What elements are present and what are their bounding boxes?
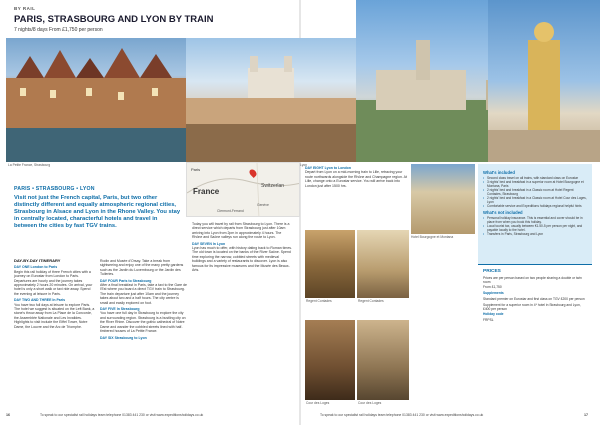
itinerary-text: You have two full days at leisure to explore Paris. The hotel we suggest is situated on the Left Bank, a stone's throw away from La Place de la Concorde, the Assemblée Nationale and Les Invalides. Highlights to visit include the Eiffel Tower, Notre Dame, the Louvre and the Arc de Triomphe.	[14, 302, 95, 329]
itinerary-day: DAY TWO AND THREE In Paris	[14, 298, 66, 303]
photo-petite-france	[6, 38, 186, 162]
caption-cour-1: Cour des Loges	[306, 401, 330, 405]
included-list	[483, 176, 587, 208]
page-number-right: 17	[584, 413, 588, 417]
caption-regent-2: Regent Contades	[358, 299, 384, 303]
not-included-item: • Local tourist tax, usually between €1.50-5 per person per night, and payable locally to the hotel.	[483, 224, 587, 232]
itinerary-text: Depart from Lyon on a mid-morning train to Lille, retracing your route northwards alongside the Rhône and Champagne region. At Lille, change onto a Eurostar service. You will arrive back into London just after 1500 hrs.	[305, 170, 407, 188]
not-included-list	[483, 216, 587, 236]
map-label-geneva: Genève	[257, 203, 269, 207]
map-label-clermont: Clermont-Ferrand	[217, 209, 244, 213]
itinerary-text: Rodin and Musée d'Orsay. Take a break from sightseeing and enjoy one of the many pretty gardens such as the Jardin du Luxembourg or the Jardin des Tuileries.	[100, 259, 184, 277]
footer-right: To speak to our specialist rail holidays team telephone 01383 441 230 or visit www.expeditionsholidays.co.uk	[320, 413, 484, 417]
route-map	[186, 162, 300, 217]
caption-cour-2: Cour des Loges	[358, 401, 382, 405]
prices-from: From £1,750	[483, 285, 502, 290]
included-item: • Comfortable service and Expeditions holidays regional helpful hints	[483, 204, 587, 208]
photo-cour-des-loges-1	[305, 320, 355, 400]
itinerary-day: DAY FOUR Paris to Strasbourg	[100, 278, 152, 283]
caption-lyon: Lyon	[300, 163, 308, 167]
included-item: • 2 nights' bed and breakfast in a Classic room at Hotel Cour des Loges, Lyon	[483, 196, 587, 204]
photo-regent-contades-1	[305, 230, 355, 298]
caption-regent-1: Regent Contades	[306, 299, 332, 303]
holiday-code: FRPSL	[483, 318, 494, 323]
itinerary-heading: DAY-BY-DAY ITINERARY	[14, 258, 61, 263]
page-number-left: 16	[6, 413, 10, 417]
photo-hotel-bourgogne	[411, 164, 475, 234]
photo-lyon-basilica	[186, 38, 356, 162]
itinerary-day: DAY ONE London to Paris	[14, 265, 58, 270]
itinerary-day: DAY SIX Strasbourg to Lyon	[100, 335, 147, 340]
caption-hotel: Hotel Bourgogne et Montana	[411, 235, 454, 239]
photo-fourviere-statue	[488, 0, 600, 162]
included-heading: What's included	[483, 170, 515, 175]
itinerary-text: Begin this rail holiday of three French cities with a journey on Eurostar from London to Paris. Departures are hourly and the journey takes approximately 2 hours 20 minutes. On arrival, your hotel is only a short walk or taxi ride away. Spend the evening at leisure in Paris.	[14, 269, 93, 296]
map-label-paris: Paris	[191, 167, 201, 172]
itinerary-text: Lyon has much to offer, with history dating back to Roman times. The old town is located on the banks of the River Saône. Spend time exploring the narrow, cobbled streets with medieval buildings and a variety of restaurants to discover. Lyon is also famous for its impressive museums and the Musée des Beaux-Arts.	[192, 246, 292, 273]
itinerary-column-3	[192, 222, 292, 272]
itinerary-day: DAY SEVEN In Lyon	[192, 241, 226, 246]
itinerary-column-4	[305, 164, 409, 188]
itinerary-text: Today you will travel by rail from Strasbourg to Lyon. There is a direct service which departs from Strasbourg just after 10am arriving into Lyon from 2pm in approximately 4 hours. The Rhône and Saône valleys run along the route to Lyon.	[192, 222, 290, 240]
itinerary-day: DAY EIGHT Lyon to London	[305, 166, 351, 170]
itinerary-day: DAY FIVE In Strasbourg	[100, 307, 140, 312]
route-line: PARIS • STRASBOURG • LYON	[14, 186, 95, 192]
caption-petite: La Petite France, Strasbourg	[8, 163, 51, 167]
prices-panel	[478, 264, 592, 404]
intro-paragraph: Visit not just the French capital, Paris, but two other distinctly different and equally atmospheric regional cities, Strasbourg in Alsace and Lyon in the Rhone Valley. You stay in centrally located, characterful hotels and travel in between the cities by fast TGV trains.	[14, 195, 181, 229]
included-item: • 2 nights' bed and breakfast in a Classic room at Hotel Regent Contades, Strasbourg	[483, 188, 587, 196]
map-label-switzerland: Switzerlan	[261, 183, 285, 189]
included-item: • 3 nights' bed and breakfast in a superior room at Hotel Bourgogne et Montana, Paris	[483, 180, 587, 188]
supplement-1: Standard premier on Eurostar and first class on TGV £200 per person	[483, 296, 585, 301]
not-included-heading: What's not included	[483, 210, 523, 215]
not-included-item: • Personal holiday insurance. This is essential and cover should be in place from when you book this holiday.	[483, 216, 587, 224]
map-label-france: France	[193, 187, 220, 196]
holiday-code-label: Holiday code	[483, 312, 504, 317]
photo-regent-contades-2	[357, 230, 409, 298]
supplement-2: Supplement for a superior room in 4* hotel in Strasbourg and Lyon, £400 per person	[483, 302, 581, 311]
footer-left: To speak to our specialist rail holidays team telephone 01383 441 230 or visit www.expeditionsholidays.co.uk	[40, 413, 204, 417]
prices-lead: Prices are per person based on two people sharing a double or twin room	[483, 275, 582, 284]
itinerary-text: After a final breakfast in Paris, take a taxi to the Gare de l'Est where you board a direct TGV train to Strasbourg. The train departure just after 10am and the journey takes about two and a half hours. The city centre is small and easily explored on foot.	[100, 283, 187, 305]
page-header	[14, 6, 294, 33]
not-included-item: • Transfers in Paris, Strasbourg and Lyon	[483, 232, 587, 236]
prices-heading: PRICES	[483, 269, 501, 274]
supplements-label: Supplements	[483, 291, 504, 296]
page-title: PARIS, STRASBOURG AND LYON BY TRAIN	[14, 14, 214, 25]
photo-cour-des-loges-2	[357, 320, 409, 400]
section-tag: BY RAIL	[14, 6, 36, 11]
itinerary-column-2	[100, 259, 188, 340]
itinerary-column-1	[14, 259, 96, 329]
page-subtitle: 7 nights/8 days From £1,750 per person	[14, 27, 103, 33]
itinerary-text: You have one full day in Strasbourg to explore the city and surrounding region. Strasbourg is a bustling city on the River Rhine. Discover the gothic cathedral of Notre Dame and wander the cobbled streets lined with half-timbered houses of La Petite France.	[100, 311, 186, 334]
included-item: • Second class travel on all trains, with standard class on Eurostar	[483, 176, 587, 180]
